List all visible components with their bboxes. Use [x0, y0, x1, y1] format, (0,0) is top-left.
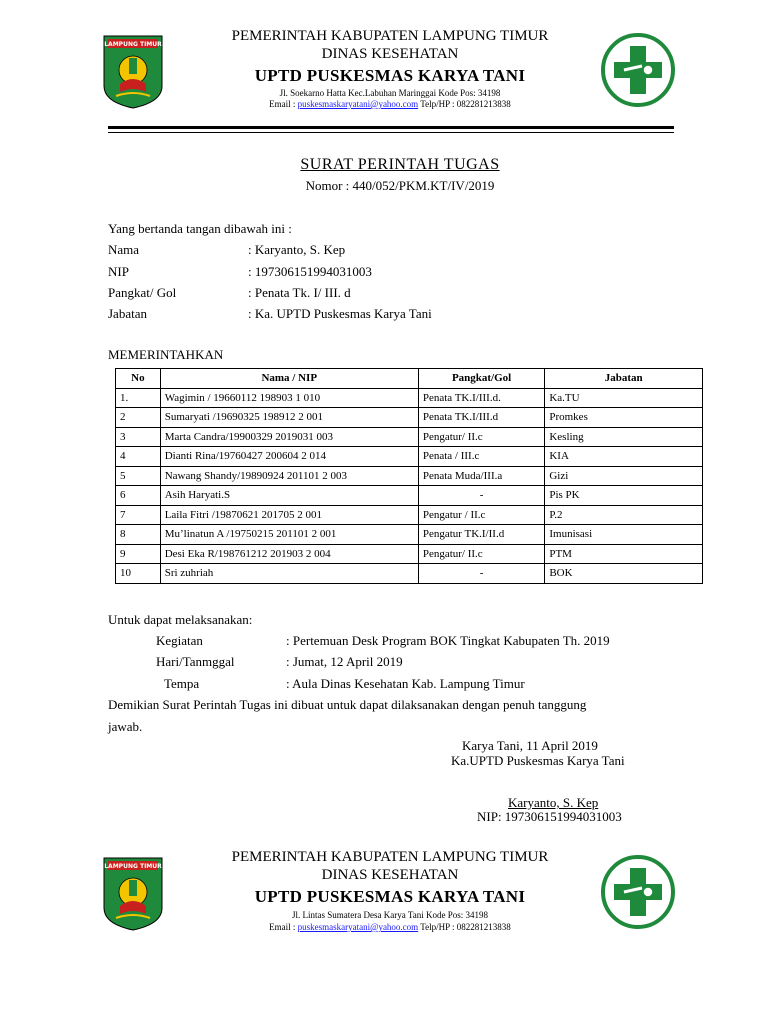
signer-label-rank: Pangkat/ Gol [108, 285, 177, 300]
cell-position: Gizi [545, 466, 703, 486]
signer-label-name: Nama [108, 242, 140, 257]
email-link[interactable]: puskesmaskaryatani@yahoo.com [297, 922, 419, 932]
closing-line-2: jawab. [108, 719, 143, 734]
table-row [116, 408, 703, 428]
letterhead-rule-thick [108, 126, 674, 129]
cell-position: BOK [545, 564, 703, 584]
col-header-position: Jabatan [545, 369, 703, 389]
emblem-text: LAMPUNG TIMUR [104, 41, 162, 48]
cell-position: PTM [545, 544, 703, 564]
cell-rank: Penata / III.c [418, 447, 545, 467]
signer-value-position: : Ka. UPTD Puskesmas Karya Tani [248, 306, 432, 321]
phone: Telp/HP : 082281213838 [418, 922, 511, 932]
signer-nip: NIP: 197306151994031003 [477, 809, 622, 824]
cell-no: 9 [116, 544, 161, 564]
letter-title: SURAT PERINTAH TUGAS [300, 156, 500, 173]
puskesmas-cross-icon [600, 32, 676, 108]
table-row [116, 466, 703, 486]
cell-no: 5 [116, 466, 161, 486]
cell-no: 7 [116, 505, 161, 525]
signer-name: Karyanto, S. Kep [508, 795, 599, 810]
task-value-date: : Jumat, 12 April 2019 [286, 654, 403, 669]
email-label: Email : [269, 922, 298, 932]
signer-position: Ka.UPTD Puskesmas Karya Tani [451, 753, 625, 768]
letterhead-rule-thin [108, 132, 674, 133]
letter-number: Nomor : 440/052/PKM.KT/IV/2019 [305, 178, 495, 193]
cell-name: Wagimin / 19660112 198903 1 010 [160, 388, 418, 408]
puskesmas-cross-icon [600, 854, 676, 930]
col-header-no: No [116, 369, 161, 389]
cell-name: Marta Candra/19900329 2019031 003 [160, 427, 418, 447]
cell-no: 4 [116, 447, 161, 467]
cell-position: Ka.TU [545, 388, 703, 408]
gov-name: PEMERINTAH KABUPATEN LAMPUNG TIMUR [231, 28, 549, 44]
order-heading: MEMERINTAHKAN [108, 347, 224, 362]
cell-rank: Pengatur/ II.c [418, 427, 545, 447]
cell-rank: Penata Muda/III.a [418, 466, 545, 486]
task-label-date: Hari/Tanmggal [156, 654, 235, 669]
closing-line-1: Demikian Surat Perintah Tugas ini dibuat untuk dapat dilaksanakan dengan penuh tanggung [108, 697, 587, 712]
footer-department-name: DINAS KESEHATAN [321, 867, 459, 883]
signer-value-nip: : 197306151994031003 [248, 264, 372, 279]
table-row [116, 447, 703, 467]
signer-value-name: : Karyanto, S. Kep [248, 242, 346, 257]
institution-name: UPTD PUSKESMAS KARYA TANI [254, 66, 526, 85]
cell-name: Asih Haryati.S [160, 486, 418, 506]
cell-no: 3 [116, 427, 161, 447]
cell-name: Dianti Rina/19760427 200604 2 014 [160, 447, 418, 467]
phone: Telp/HP : 082281213838 [418, 99, 511, 109]
table-row [116, 525, 703, 545]
cell-no: 1. [116, 388, 161, 408]
signer-label-nip: NIP [108, 264, 129, 279]
task-intro: Untuk dapat melaksanakan: [108, 612, 253, 627]
email-label: Email : [269, 99, 298, 109]
cell-rank: Penata TK.I/III.d. [418, 388, 545, 408]
col-header-rank: Pangkat/Gol [418, 369, 545, 389]
intro-text: Yang bertanda tangan dibawah ini : [108, 221, 292, 236]
signer-value-rank: : Penata Tk. I/ III. d [248, 285, 351, 300]
table-row [116, 505, 703, 525]
emblem-text: LAMPUNG TIMUR [104, 863, 162, 870]
signer-label-position: Jabatan [108, 306, 147, 321]
cell-no: 10 [116, 564, 161, 584]
cell-position: Pis PK [545, 486, 703, 506]
task-value-activity: : Pertemuan Desk Program BOK Tingkat Kabupaten Th. 2019 [286, 633, 610, 648]
cell-rank: Pengatur/ II.c [418, 544, 545, 564]
table-row [116, 564, 703, 584]
task-label-place: Tempa [164, 676, 200, 691]
footer-contact-line [150, 922, 630, 932]
address: Jl. Soekarno Hatta Kec.Labuhan Maringgai Kode Pos: 34198 [279, 88, 501, 98]
table-row [116, 486, 703, 506]
email-link[interactable]: puskesmaskaryatani@yahoo.com [297, 99, 419, 109]
contact-line [150, 99, 630, 109]
table-header-row [116, 369, 703, 389]
cell-rank: Pengatur TK.I/II.d [418, 525, 545, 545]
cell-rank: - [418, 564, 545, 584]
cell-position: Promkes [545, 408, 703, 428]
cell-name: Mu’linatun A /19750215 201101 2 001 [160, 525, 418, 545]
table-row [116, 388, 703, 408]
cell-name: Laila Fitri /19870621 201705 2 001 [160, 505, 418, 525]
cell-name: Sumaryati /19690325 198912 2 001 [160, 408, 418, 428]
cell-no: 6 [116, 486, 161, 506]
table-row [116, 427, 703, 447]
cell-rank: - [418, 486, 545, 506]
footer-gov-name: PEMERINTAH KABUPATEN LAMPUNG TIMUR [231, 849, 549, 865]
cell-name: Nawang Shandy/19890924 201101 2 003 [160, 466, 418, 486]
staff-table [115, 368, 703, 584]
place-date: Karya Tani, 11 April 2019 [462, 738, 598, 753]
cell-position: KIA [545, 447, 703, 467]
cell-position: P.2 [545, 505, 703, 525]
footer-address: Jl. Lintas Sumatera Desa Karya Tani Kode Pos: 34198 [292, 910, 488, 920]
col-header-name: Nama / NIP [160, 369, 418, 389]
task-value-place: : Aula Dinas Kesehatan Kab. Lampung Timur [286, 676, 525, 691]
cell-no: 2 [116, 408, 161, 428]
table-row [116, 544, 703, 564]
department-name: DINAS KESEHATAN [321, 46, 459, 62]
cell-position: Imunisasi [545, 525, 703, 545]
cell-rank: Pengatur / II.c [418, 505, 545, 525]
task-label-activity: Kegiatan [156, 633, 203, 648]
cell-name: Sri zuhriah [160, 564, 418, 584]
cell-rank: Penata TK.I/III.d [418, 408, 545, 428]
cell-no: 8 [116, 525, 161, 545]
cell-name: Desi Eka R/198761212 201903 2 004 [160, 544, 418, 564]
cell-position: Kesling [545, 427, 703, 447]
footer-institution-name: UPTD PUSKESMAS KARYA TANI [254, 887, 526, 906]
